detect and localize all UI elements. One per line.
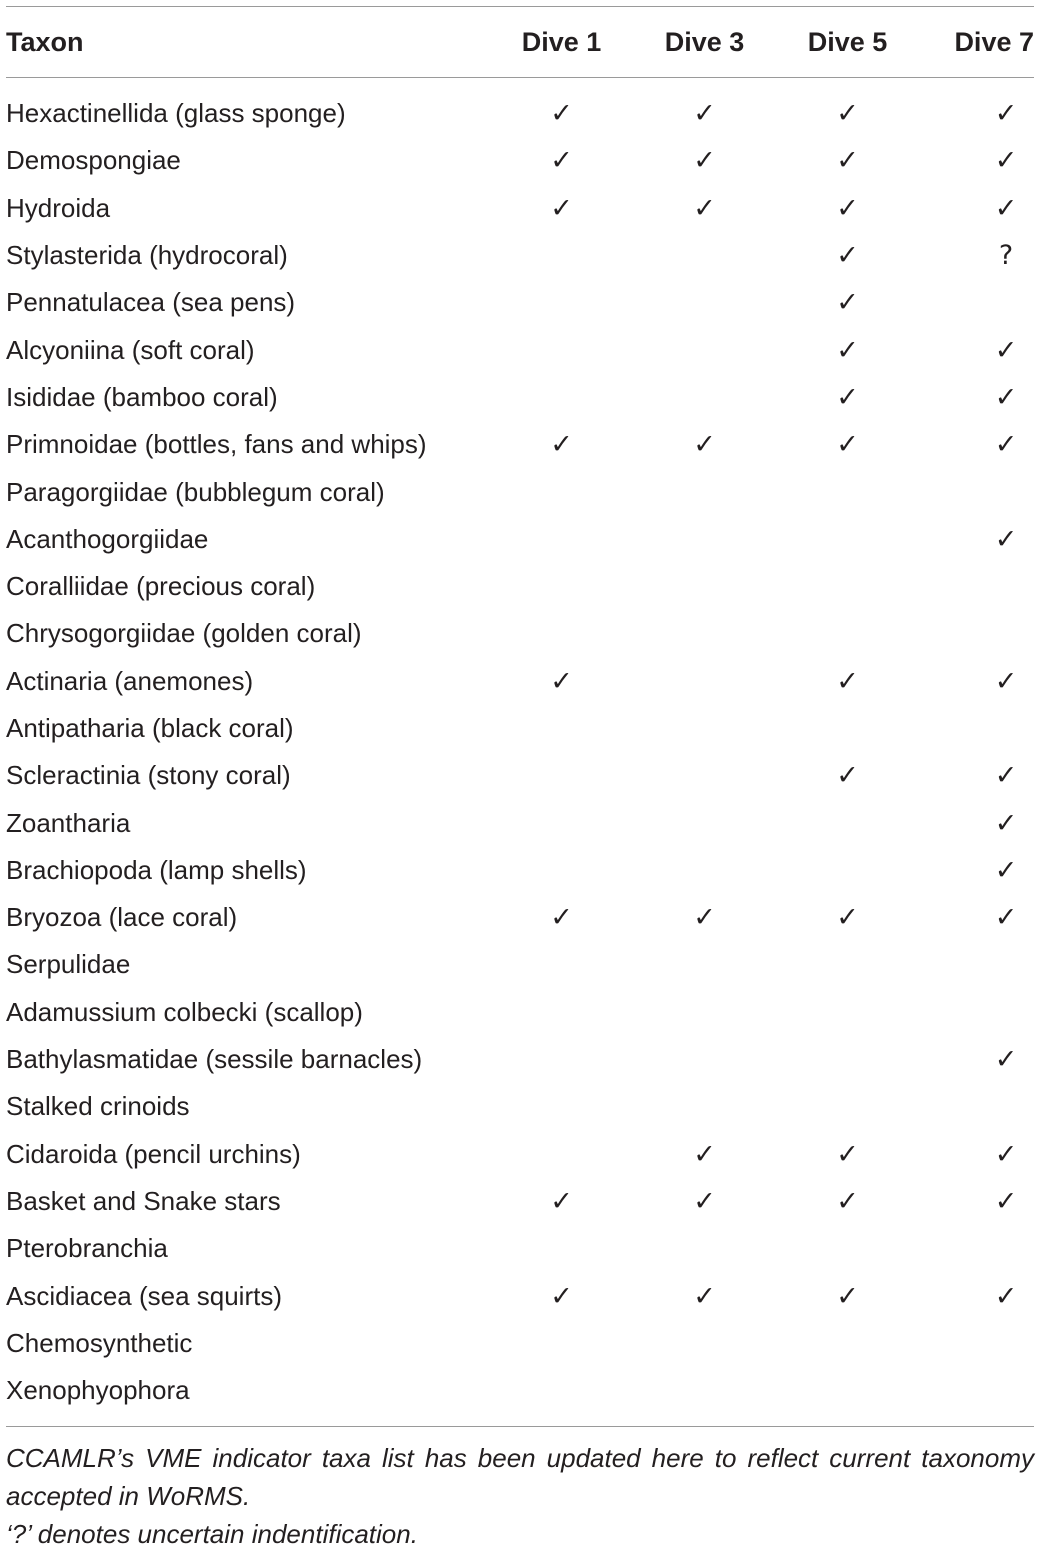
taxon-cell: Actinaria (anemones) xyxy=(6,665,254,696)
dive-cell xyxy=(919,98,1034,129)
dive-cell xyxy=(776,287,919,318)
taxon-cell: Demospongiae xyxy=(6,145,181,176)
check-mark: ✓ xyxy=(836,287,859,319)
table-row xyxy=(6,90,1034,137)
table-row xyxy=(6,279,1034,326)
dive-cell xyxy=(490,571,633,602)
check-mark: ✓ xyxy=(994,98,1018,130)
check-mark: ✓ xyxy=(836,1280,859,1312)
dive-cell xyxy=(776,429,919,460)
dive-cell xyxy=(490,666,633,697)
dive-cell xyxy=(776,1375,919,1406)
dive-cell xyxy=(919,1233,1034,1264)
check-mark: ✓ xyxy=(836,665,859,697)
check-mark: ✓ xyxy=(836,429,859,461)
check-mark: ✓ xyxy=(550,429,573,461)
dive-cell xyxy=(776,1044,919,1075)
table-row xyxy=(6,1083,1034,1130)
dive-cell xyxy=(919,808,1034,839)
taxon-cell: Basket and Snake stars xyxy=(6,1185,281,1216)
check-mark: ✓ xyxy=(994,807,1018,839)
check-mark: ✓ xyxy=(836,1185,859,1217)
dive-cell xyxy=(776,666,919,697)
dive-cell xyxy=(633,1091,776,1122)
taxon-cell: Pennatulacea (sea pens) xyxy=(6,287,296,318)
dive-cell xyxy=(490,949,633,980)
dive-cell xyxy=(490,382,633,413)
dive-cell xyxy=(633,287,776,318)
dive-cell xyxy=(776,808,919,839)
check-mark: ✓ xyxy=(693,1185,716,1217)
check-mark: ✓ xyxy=(693,1138,716,1170)
dive-cell xyxy=(919,618,1034,649)
dive-cell xyxy=(776,98,919,129)
check-mark: ✓ xyxy=(994,1280,1018,1312)
table-row xyxy=(6,374,1034,421)
dive-cell xyxy=(776,618,919,649)
dive-cell xyxy=(633,902,776,933)
dive-cell xyxy=(776,1091,919,1122)
dive-cell xyxy=(776,193,919,224)
table-row xyxy=(6,1320,1034,1367)
dive-cell xyxy=(490,524,633,555)
table-row xyxy=(6,1272,1034,1319)
taxon-cell: Serpulidae xyxy=(6,949,131,980)
dive-cell xyxy=(633,240,776,271)
dive-cell xyxy=(633,1044,776,1075)
dive-cell xyxy=(776,335,919,366)
dive-cell xyxy=(776,1281,919,1312)
dive-cell xyxy=(490,902,633,933)
dive-cell xyxy=(919,949,1034,980)
footnote-uncertain-note: ‘?’ denotes uncertain indentification. xyxy=(6,1519,418,1550)
table-row xyxy=(6,516,1034,563)
check-mark: ✓ xyxy=(994,523,1018,555)
dive-cell xyxy=(633,855,776,886)
dive-cell xyxy=(490,1375,633,1406)
table-row xyxy=(6,752,1034,799)
table-row xyxy=(6,563,1034,610)
taxon-cell: Primnoidae (bottles, fans and whips) xyxy=(6,429,427,460)
dive-cell xyxy=(919,240,1034,271)
dive-cell xyxy=(490,1044,633,1075)
check-mark: ✓ xyxy=(693,1280,716,1312)
dive-cell xyxy=(776,1233,919,1264)
dive-cell xyxy=(919,1375,1034,1406)
dive-cell xyxy=(633,1233,776,1264)
dive-cell xyxy=(919,145,1034,176)
check-mark: ✓ xyxy=(836,381,859,413)
table-row xyxy=(6,799,1034,846)
dive-cell xyxy=(776,997,919,1028)
dive-cell xyxy=(633,1186,776,1217)
dive-cell xyxy=(776,1186,919,1217)
taxon-cell: Stylasterida (hydrocoral) xyxy=(6,240,288,271)
dive-cell xyxy=(490,997,633,1028)
dive-cell xyxy=(919,666,1034,697)
dive-cell xyxy=(633,713,776,744)
dive-cell xyxy=(776,524,919,555)
table-row xyxy=(6,705,1034,752)
taxon-cell: Acanthogorgiidae xyxy=(6,523,209,554)
dive-cell xyxy=(633,382,776,413)
check-mark: ✓ xyxy=(836,902,859,934)
dive-cell xyxy=(776,1328,919,1359)
dive-cell xyxy=(633,98,776,129)
taxa-table xyxy=(6,6,1034,1553)
footnote-taxonomy-note: CCAMLR’s VME indicator taxa list has been updated here to reflect current taxonomy accepted in WoRMS. xyxy=(6,1443,1034,1512)
table-row xyxy=(6,989,1034,1036)
dive-cell xyxy=(919,524,1034,555)
dive-cell xyxy=(490,1233,633,1264)
dive-cell xyxy=(633,429,776,460)
check-mark: ✓ xyxy=(994,665,1018,697)
dive-cell xyxy=(490,477,633,508)
dive-cell xyxy=(490,1281,633,1312)
dive-cell xyxy=(633,1139,776,1170)
check-mark: ✓ xyxy=(994,192,1018,224)
dive-cell xyxy=(633,571,776,602)
check-mark: ✓ xyxy=(836,240,859,272)
dive-cell xyxy=(490,287,633,318)
check-mark: ✓ xyxy=(693,429,716,461)
dive-cell xyxy=(919,713,1034,744)
check-mark: ✓ xyxy=(550,1280,573,1312)
dive-cell xyxy=(919,1186,1034,1217)
check-mark: ✓ xyxy=(836,192,859,224)
check-mark: ✓ xyxy=(836,1138,859,1170)
table-row xyxy=(6,1131,1034,1178)
dive-cell xyxy=(490,193,633,224)
dive-cell xyxy=(776,949,919,980)
dive-cell xyxy=(633,808,776,839)
dive-cell xyxy=(919,335,1034,366)
taxon-cell: Chemosynthetic xyxy=(6,1327,193,1358)
table-row xyxy=(6,1036,1034,1083)
dive-cell xyxy=(776,713,919,744)
table-row xyxy=(6,468,1034,515)
check-mark: ✓ xyxy=(550,665,573,697)
check-mark: ✓ xyxy=(550,902,573,934)
dive-cell xyxy=(776,571,919,602)
dive-cell xyxy=(490,429,633,460)
dive-cell xyxy=(490,1328,633,1359)
table-row xyxy=(6,658,1034,705)
dive-cell xyxy=(490,760,633,791)
check-mark: ✓ xyxy=(836,145,859,177)
check-mark: ✓ xyxy=(693,98,716,130)
table-row xyxy=(6,137,1034,184)
dive-cell xyxy=(919,997,1034,1028)
table-bottom-rule xyxy=(6,1426,1034,1427)
dive-cell xyxy=(490,808,633,839)
dive-cell xyxy=(919,477,1034,508)
table-header-row xyxy=(6,7,1034,77)
dive-cell xyxy=(919,429,1034,460)
check-mark: ✓ xyxy=(693,145,716,177)
taxon-cell: Xenophyophora xyxy=(6,1375,190,1406)
header-dive-1: Dive 1 xyxy=(521,26,602,57)
dive-cell xyxy=(776,477,919,508)
dive-cell xyxy=(919,1328,1034,1359)
table-row xyxy=(6,1178,1034,1225)
table-row xyxy=(6,1225,1034,1272)
taxon-cell: Coralliidae (precious coral) xyxy=(6,571,316,602)
taxon-cell: Pterobranchia xyxy=(6,1233,168,1264)
taxon-cell: Ascidiacea (sea squirts) xyxy=(6,1280,282,1311)
table-footnote xyxy=(6,1439,1034,1553)
taxon-cell: Antipatharia (black coral) xyxy=(6,713,294,743)
dive-cell xyxy=(776,1139,919,1170)
dive-cell xyxy=(633,145,776,176)
dive-cell xyxy=(776,240,919,271)
taxon-cell: Cidaroida (pencil urchins) xyxy=(6,1138,301,1169)
dive-cell xyxy=(490,98,633,129)
taxon-cell: Stalked crinoids xyxy=(6,1091,190,1122)
check-mark: ✓ xyxy=(994,429,1018,461)
check-mark: ✓ xyxy=(836,98,859,130)
taxon-cell: Isididae (bamboo coral) xyxy=(6,381,278,412)
table-row xyxy=(6,894,1034,941)
dive-cell xyxy=(633,524,776,555)
dive-cell xyxy=(490,713,633,744)
table-row xyxy=(6,847,1034,894)
dive-cell xyxy=(776,760,919,791)
dive-cell xyxy=(490,855,633,886)
dive-cell xyxy=(776,145,919,176)
dive-cell xyxy=(919,287,1034,318)
taxon-cell: Brachiopoda (lamp shells) xyxy=(6,854,307,885)
table-row xyxy=(6,185,1034,232)
check-mark: ✓ xyxy=(550,145,573,177)
taxon-cell: Bryozoa (lace coral) xyxy=(6,902,238,933)
table-row xyxy=(6,421,1034,468)
taxon-cell: Zoantharia xyxy=(6,807,131,838)
check-mark: ✓ xyxy=(994,854,1018,886)
dive-cell xyxy=(490,618,633,649)
dive-cell xyxy=(919,1044,1034,1075)
check-mark: ✓ xyxy=(836,760,859,792)
check-mark: ✓ xyxy=(994,902,1018,934)
dive-cell xyxy=(633,997,776,1028)
uncertain-mark: ? xyxy=(998,240,1014,272)
dive-cell xyxy=(919,902,1034,933)
check-mark: ✓ xyxy=(994,1185,1018,1217)
dive-cell xyxy=(919,1281,1034,1312)
taxon-cell: Bathylasmatidae (sessile barnacles) xyxy=(6,1044,423,1075)
table-row xyxy=(6,232,1034,279)
dive-cell xyxy=(633,1328,776,1359)
header-dive-7: Dive 7 xyxy=(954,26,1034,57)
check-mark: ✓ xyxy=(994,145,1018,177)
check-mark: ✓ xyxy=(994,760,1018,792)
dive-cell xyxy=(490,240,633,271)
table-row xyxy=(6,1367,1034,1414)
taxon-cell: Paragorgiidae (bubblegum coral) xyxy=(6,476,385,507)
table-row xyxy=(6,326,1034,373)
check-mark: ✓ xyxy=(693,902,716,934)
header-dive-5: Dive 5 xyxy=(807,26,888,57)
dive-cell xyxy=(633,477,776,508)
dive-cell xyxy=(490,145,633,176)
dive-cell xyxy=(490,1139,633,1170)
dive-cell xyxy=(633,949,776,980)
table-body xyxy=(6,78,1034,1426)
check-mark: ✓ xyxy=(550,98,573,130)
check-mark: ✓ xyxy=(994,1044,1018,1076)
dive-cell xyxy=(919,1091,1034,1122)
check-mark: ✓ xyxy=(550,1185,573,1217)
check-mark: ✓ xyxy=(550,192,573,224)
dive-cell xyxy=(490,1186,633,1217)
table-row xyxy=(6,941,1034,988)
dive-cell xyxy=(919,760,1034,791)
dive-cell xyxy=(919,1139,1034,1170)
check-mark: ✓ xyxy=(994,334,1018,366)
dive-cell xyxy=(633,193,776,224)
header-dive-3: Dive 3 xyxy=(664,26,745,57)
dive-cell xyxy=(633,1375,776,1406)
taxon-cell: Chrysogorgiidae (golden coral) xyxy=(6,618,362,649)
dive-cell xyxy=(919,193,1034,224)
dive-cell xyxy=(490,335,633,366)
check-mark: ✓ xyxy=(693,192,716,224)
check-mark: ✓ xyxy=(836,334,859,366)
dive-cell xyxy=(919,571,1034,602)
check-mark: ✓ xyxy=(994,381,1018,413)
header-taxon: Taxon xyxy=(6,26,84,57)
taxon-cell: Hexactinellida (glass sponge) xyxy=(6,98,346,129)
dive-cell xyxy=(776,902,919,933)
dive-cell xyxy=(919,855,1034,886)
dive-cell xyxy=(633,1281,776,1312)
dive-cell xyxy=(633,335,776,366)
table-row xyxy=(6,610,1034,657)
dive-cell xyxy=(633,666,776,697)
taxon-cell: Adamussium colbecki (scallop) xyxy=(6,996,363,1027)
dive-cell xyxy=(919,382,1034,413)
dive-cell xyxy=(490,1091,633,1122)
check-mark: ✓ xyxy=(994,1138,1018,1170)
taxon-cell: Alcyoniina (soft coral) xyxy=(6,334,255,365)
taxon-cell: Scleractinia (stony coral) xyxy=(6,760,291,791)
dive-cell xyxy=(776,382,919,413)
taxon-cell: Hydroida xyxy=(6,192,111,223)
dive-cell xyxy=(633,618,776,649)
dive-cell xyxy=(776,855,919,886)
dive-cell xyxy=(633,760,776,791)
